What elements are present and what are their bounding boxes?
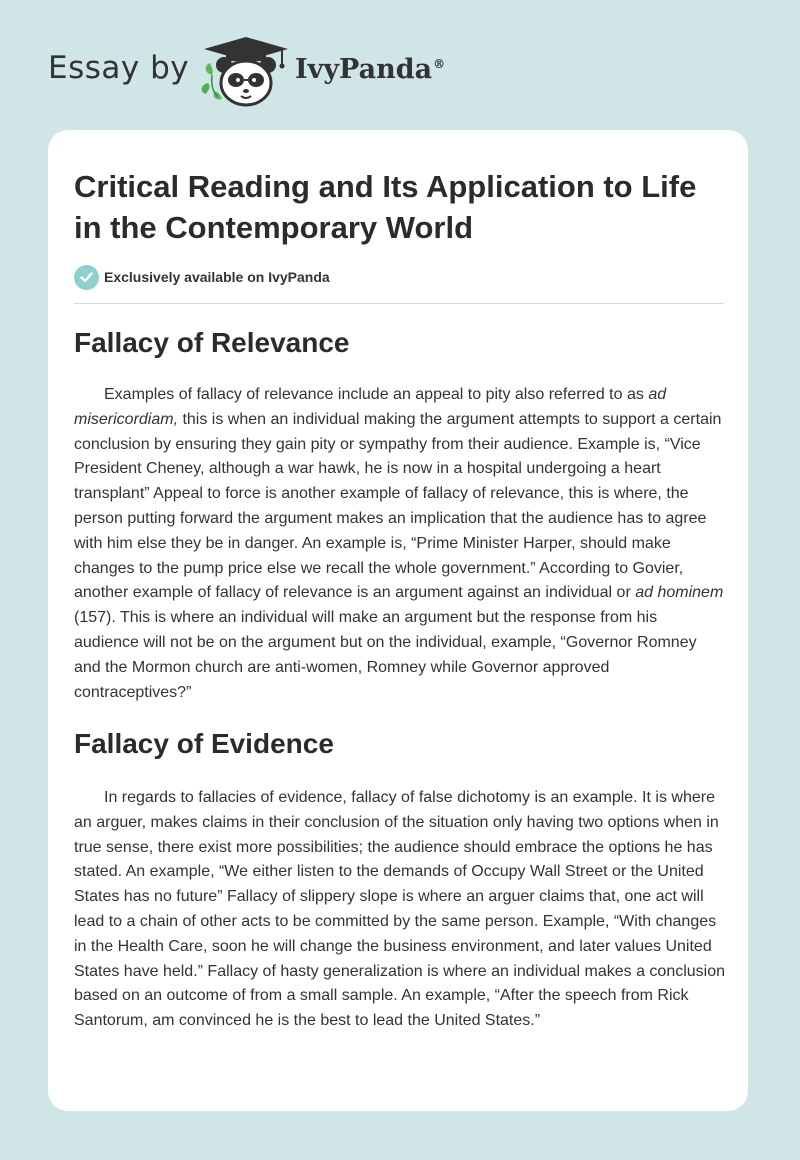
paragraph-evidence: In regards to fallacies of evidence, fallacy of false dichotomy is an example. It is where an arguer, makes claims in their conclusion of the situation only having two options when in true sense, there exist more possibilities; the audience should embrace the options he has stated. An example, “We either listen to the demands of Occupy Wall Street or the United States has no future” Fallacy of slippery slope is where an arguer claims that, one act will lead to a chain of other acts to be committed by the same person. Example, “With changes in the Health Care, soon he will change the business environment, and later values United States have held.” Fallacy of hasty generalization is where an individual makes a conclusion based on an outcome of from a small sample. An example, “After the speech from Rick Santorum, am convinced he is the best to lead the United States.”: [74, 789, 726, 1030]
site-header: [0, 0, 800, 130]
essay-card: [48, 130, 748, 1111]
check-icon: [74, 265, 99, 290]
registered-mark: ®: [433, 57, 446, 71]
badge-text: Exclusively available on IvyPanda: [104, 269, 330, 285]
exclusive-badge: [74, 264, 330, 290]
essay-by-label: Essay by: [48, 50, 190, 86]
divider: [74, 303, 724, 304]
brand-name[interactable]: IvyPanda®: [295, 54, 446, 85]
paragraph-relevance: Examples of fallacy of relevance include an appeal to pity also referred to as ad misericordiam, this is when an individual making the argument attempts to support a certain conclusion by ensuring they gain pity or sympathy from their audience. Example is, “Vice President Cheney, although a war hawk, he is now in a hospital undergoing a heart transplant” Appeal to force is another example of fallacy of relevance, this is where, the person putting forward the argument makes an implication that the audience has to agree with him else they be in danger. An example is, “Prime Minister Harper, should make changes to the pump price else we recall the whole government.” According to Govier, another example of fallacy of relevance is an argument against an individual or ad hominem (157). This is where an individual will make an argument but the response from his audience will not be on the argument but on the individual, example, “Governor Romney and the Mormon church are anti-women, Romney while Governor approved contraceptives?”: [74, 386, 724, 701]
essay-title: Critical Reading and Its Application to Life in the Contemporary World: [74, 169, 697, 245]
section-heading-evidence: Fallacy of Evidence: [74, 728, 334, 759]
section-heading-relevance: Fallacy of Relevance: [74, 327, 350, 358]
panda-logo-icon[interactable]: [200, 35, 292, 109]
